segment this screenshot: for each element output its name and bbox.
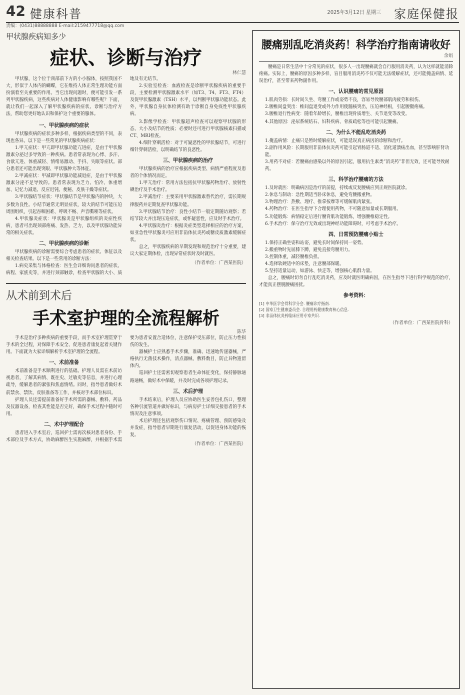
list-item: 5.坚持适量运动，如游泳、快走等，增强核心肌群力量。 bbox=[265, 269, 375, 275]
closing-paragraph: 总之，腰痛时切勿自行乱吃消炎药，应及时就医明确病因，在医生指导下进行科学规范的治疗，才能真正摆脱腰痛困扰。 bbox=[259, 276, 453, 289]
body-paragraph: 术后护理还包括观察伤口情况、疼痛管理、预防感染及并发症，指导患者早期进行康复活动，以促进身体功能的恢复。 bbox=[130, 418, 246, 439]
list-item: 4.其他原因：泌尿系统结石、妇科疾病、骨质疏松等也可能引起腰痛。 bbox=[265, 119, 401, 125]
list-item: 1.及时就医：明确病因是治疗的前提，持续或反复腰痛应到正规医院就诊。 bbox=[265, 186, 410, 192]
section-heading: 一、甲状腺疾病的症状 bbox=[38, 122, 89, 129]
list-item: 1.掩盖病情：止痛只是暂时缓解症状，可能延误真正病因的诊断和治疗。 bbox=[265, 138, 406, 144]
article-thyroid bbox=[6, 31, 246, 281]
author-credit: （作者单位：广西某医院） bbox=[192, 442, 246, 448]
body-paragraph: 甲状腺疾病的症状多种多样，根据疾病类型的不同，表现也各异。以下是一些常见的甲状腺疾病症状： bbox=[6, 131, 122, 144]
list-item: 5.功能锻炼：病情稳定后进行腰背肌功能锻炼，增强腰椎稳定性。 bbox=[265, 214, 393, 220]
intro-paragraph: 甲状腺，这个位于颈部前下方的小小腺体，按照我国不大，形似于人体内的蝴蝶，它在维持人体正常生理功能方面扮演着至关重要的作用。当它出现问题时，便可能引发一系列甲状腺疾病，这些疾病对人体健康影响有哪些呢？下面，就让我们一起深入了解甲状腺疾病的症状、诊断与治疗方法，帮助您更好地认识和保护这个重要的腺体。 bbox=[6, 77, 122, 118]
article-body bbox=[6, 76, 246, 277]
section-heading: 二、术中护理配合 bbox=[43, 421, 84, 428]
article-surgery-nursing bbox=[6, 287, 246, 687]
sidebar-rule bbox=[259, 61, 453, 62]
section-heading: 一、认识腰痛的常见原因 bbox=[328, 89, 384, 96]
section-heading: 二、甲状腺疾病的诊断 bbox=[38, 240, 89, 247]
body-paragraph: 甲状腺疾病的治疗应根据疾病类型、病情严重程度及患者的个体情况而定。 bbox=[130, 167, 246, 180]
body-paragraph: 3.甲状腺结节症状：甲状腺结节是甲状腺内的肿块，大多数为良性。小结节通常无明显症状，较大的结节可能压迫周围组织，引起吞咽困难、呼吸不畅、声音嘶哑等症状。 bbox=[6, 195, 122, 215]
list-item: 3.用药不对症：若腰痛由感染以外的原因引起，服用抗生素类“消炎药”非但无效，还可能导致耐药。 bbox=[265, 159, 450, 173]
section-heading: 一、术前准备 bbox=[48, 360, 79, 367]
section-heading: 三、术后护理 bbox=[172, 388, 203, 395]
article-byline: 林仁慧 bbox=[232, 71, 246, 76]
list-item: 3.物理治疗：热敷、理疗、推拿按摩等可缓解肌肉紧张。 bbox=[265, 200, 375, 206]
body-paragraph: 3.甲状腺结节治疗：良性小结节一般定期随访观察；若结节较大并出现压迫症状，或怀疑恶性，应及时手术治疗。 bbox=[130, 209, 246, 222]
body-paragraph: 1.甲亢治疗：常用方法包括抗甲状腺药物治疗、放射性碘治疗及手术治疗。 bbox=[130, 181, 246, 194]
masthead bbox=[6, 4, 459, 22]
page-number: 42 bbox=[6, 4, 26, 20]
intro-paragraph: 腰痛是日常生活中十分常见的症状，很多人一出现腰痛就会自行服用消炎药，认为这样就能消除疼痛。实际上，腰痛的原因多种多样，盲目服用消炎药不仅可能无法缓解症状，还可能掩盖病情、延误治疗，甚至带来药物副作用。 bbox=[259, 65, 453, 85]
section-heading: 三、甲状腺疾病的治疗 bbox=[162, 158, 213, 165]
author-credit: （作者单位：广西某医院） bbox=[192, 261, 246, 267]
section-heading: 三、科学治疗腰痛的方法 bbox=[328, 177, 384, 184]
list-item: 1.保持正确坐姿和站姿，避免长时间保持同一姿势。 bbox=[265, 240, 366, 246]
list-item: 3.控制体重，减轻腰椎负担。 bbox=[265, 254, 322, 260]
body-paragraph: 器械护士应熟悉手术步骤，准确、迅速地传递器械，严格执行无菌技术操作，清点器械、敷料数目，防止异物遗留体内。 bbox=[130, 350, 246, 370]
newspaper-title: 家庭保健报 bbox=[393, 7, 459, 21]
list-item: 4.药物治疗：在医生指导下合理使用药物，不可随意加量或长期服用。 bbox=[265, 207, 401, 213]
references-heading: 参考资料： bbox=[343, 293, 369, 300]
intro-paragraph: 手术是治疗多种疾病的重要手段，而手术室护理贯穿于手术的全过程，对保障手术安全、促进患者康复起着关键作用。下面就为大家详细解析手术室护理的全流程。 bbox=[6, 336, 122, 356]
list-item: 2.休息与制动：急性期适当卧床休息，避免弯腰搬重物。 bbox=[265, 193, 375, 199]
body-paragraph: 患者进入手术室后，巡回护士需再次核对患者身份、手术部位及手术方式，协助麻醉医生实施麻醉，并根据手术需要为患者安置合适体位，注意保护受压部位，防止压力性损伤的发生。 bbox=[6, 336, 246, 444]
list-item: 6.手术治疗：保守治疗无效或出现神经功能障碍时，可考虑手术治疗。 bbox=[265, 221, 401, 227]
sidebar-headline: 腰痛别乱吃消炎药！科学治疗指南请收好 bbox=[261, 39, 451, 51]
body-paragraph: 术前准备是手术顺利进行的基础。护理人员需在术前访视患者，了解其病情、既往史、过敏史等信息，并进行心理疏导，缓解患者的紧张和焦虑情绪。同时，指导患者做好术前禁食、禁饮、皮肤准备等工作，并核对手术部位标识。 bbox=[6, 369, 122, 396]
article-headline: 症状、诊断与治疗 bbox=[49, 47, 202, 69]
body-paragraph: 巡回护士还需密切观察患者生命体征变化，保持静脉通路通畅，做好术中保暖，并及时完成各项护理记录。 bbox=[130, 371, 246, 384]
body-paragraph: 手术结束后，护理人员应协助医生妥善包扎伤口，整理各种引流管道并做好标识，与病房护士详细交接患者的手术情况及注意事项。 bbox=[130, 397, 246, 417]
body-paragraph: 2.实验室检查：血液检查是诊断甲状腺疾病的重要手段，主要检测甲状腺激素水平（如T3、T4、FT3、FT4）及促甲状腺激素（TSH）水平，以判断甲状腺功能状态。此外，甲状腺自身抗体检测有助于诊断自身免疫性甲状腺疾病。 bbox=[130, 84, 246, 118]
section-name: 健康科普 bbox=[30, 7, 83, 21]
article-divider bbox=[6, 283, 246, 284]
list-item: 2.副作用风险：长期服用非甾体抗炎药可能引起胃肠道不适、消化道溃疡出血，甚至影响肝肾功能。 bbox=[265, 145, 450, 158]
body-paragraph: 2.甲减症状：甲减即甲状腺功能减退症，是由于甲状腺激素分泌不足导致的。患者常表现为乏力、怕冷、体重增加、记忆力减退、反应迟钝、便秘、皮肤干燥等症状。 bbox=[6, 174, 122, 194]
list-item: 2.腰椎间盘突出：椎间盘退变或外力作用使髓核突出，压迫神经根，引起腰腿疼痛。 bbox=[265, 105, 428, 111]
article-body bbox=[6, 335, 246, 447]
list-item: 3.腰椎退行性病变：随着年龄增长，腰椎出现骨质增生、关节退变等改变。 bbox=[265, 112, 410, 118]
list-item: 1.肌肉劳损：长时间久坐、弯腰工作或姿势不良，容易导致腰部肌肉疲劳和损伤。 bbox=[265, 98, 423, 104]
section-heading: 四、日常预防腰痛小贴士 bbox=[328, 231, 384, 238]
body-paragraph: 4.甲状腺炎症状：甲状腺炎是甲状腺组织的炎症性疾病，患者可出现颈部疼痛、发热、乏力，以及甲状腺功能异常的相关症状。 bbox=[6, 216, 122, 236]
body-paragraph: 1.甲亢症状：甲亢即甲状腺功能亢进症，是由于甲状腺激素分泌过多导致的一种疾病。患者常表现为心悸、多汗、食欲亢进、体重减轻、情绪易激动、手抖、失眠等症状。部分患者还可能出现突眼、甲状腺肿大等体征。 bbox=[6, 145, 122, 173]
issue-date: 2025年3月12日 星期三 bbox=[327, 10, 381, 16]
list-item: 4.选择软硬适中的床垫，注意腰部保暖。 bbox=[265, 261, 344, 267]
body-paragraph: 甲状腺疾病的诊断需要综合考虑患者的症状、体征以及相关检查结果。以下是一些常用的诊断方法： bbox=[6, 249, 122, 263]
body-paragraph: 总之，甲状腺疾病的早期发现和规范治疗十分重要，建议大家定期体检，出现异常症状时及时就医。 bbox=[130, 245, 246, 258]
sidebar-body bbox=[259, 64, 453, 326]
body-paragraph: 2.甲减治疗：主要采用甲状腺激素替代治疗，需长期规律服药并定期复查甲状腺功能。 bbox=[130, 195, 246, 208]
article-kicker: 从术前到术后 bbox=[6, 289, 72, 302]
article-headline: 手术室护理的全流程解析 bbox=[32, 309, 220, 329]
body-paragraph: 1.病史采集与体格检查：医生会详细询问患者的症状、病程、家族史等，并进行颈部触诊，检查甲状腺的大小、质地及有无结节。 bbox=[6, 77, 161, 277]
body-paragraph: 4.细针穿刺活检：对于可疑恶性的甲状腺结节，可进行细针穿刺活检，以明确结节的良恶性。 bbox=[130, 140, 246, 153]
sidebar-box-lowback-pain bbox=[252, 30, 460, 689]
body-paragraph: 3.影像学检查：甲状腺超声检查可以观察甲状腺的形态、大小及结节的性质；必要时还可进行甲状腺核素扫描或CT、MRI检查。 bbox=[130, 119, 246, 139]
reference-item: [1] 中华医学会骨科学分会. 腰痛诊疗指南. bbox=[259, 301, 330, 307]
contact-line: 责编：(0431)88888888 E-mail:2159477718@qq.com bbox=[6, 24, 125, 29]
article-kicker: 甲状腺疾病知多少 bbox=[6, 32, 66, 41]
list-item: 2.搬重物时先屈膝下蹲，避免直接弯腰用力。 bbox=[265, 247, 353, 253]
article-byline: 陈华 bbox=[237, 330, 246, 335]
sidebar-byline: 余娟 bbox=[444, 54, 453, 59]
body-paragraph: 4.甲状腺炎治疗：根据炎症类型选择相应的治疗方案，如亚急性甲状腺炎可应用非甾体抗炎药或糖皮质激素缓解症状。 bbox=[130, 223, 246, 243]
section-heading: 二、为什么不能乱吃消炎药 bbox=[325, 129, 386, 136]
reference-item: [2] 国家卫生健康委员会. 合理用药健康教育核心信息. bbox=[259, 306, 349, 312]
author-credit: （作者单位：广西某医院骨科） bbox=[390, 321, 453, 327]
reference-item: [3] 非甾体抗炎药临床应用专家共识. bbox=[259, 312, 320, 318]
body-paragraph: 护理人员还需提前准备好手术所需的器械、敷料、药品及仪器设备，检查其性能是否完好，确保手术过程中随时可用。 bbox=[6, 397, 122, 417]
